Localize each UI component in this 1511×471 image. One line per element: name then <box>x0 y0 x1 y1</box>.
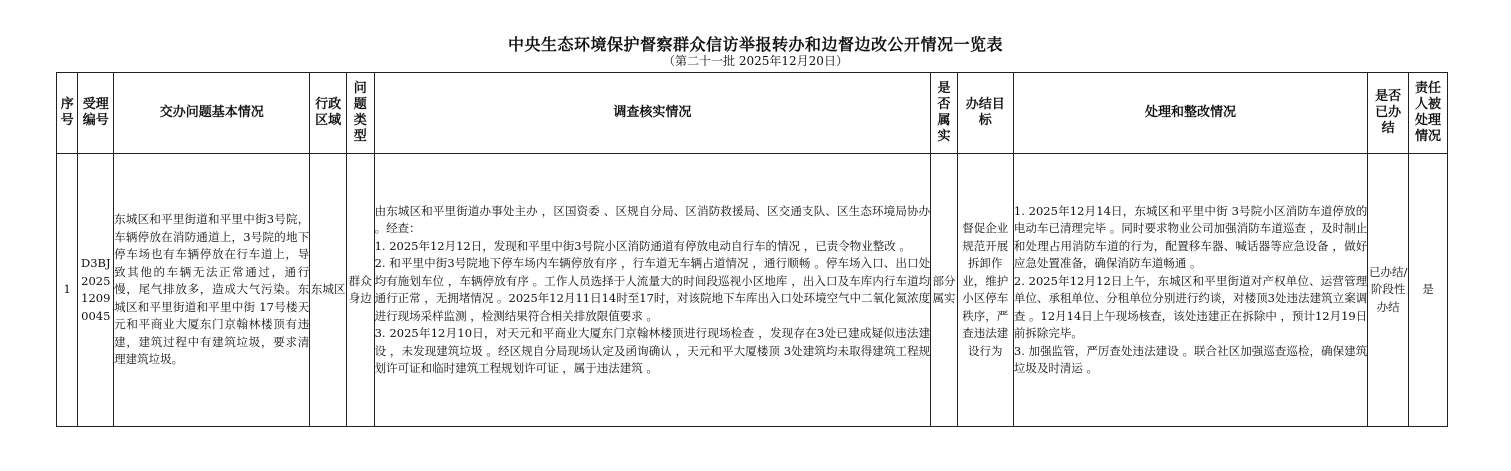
table-row <box>57 154 1448 427</box>
page-title: 中央生态环境保护督察群众信访举报转办和边督边改公开情况一览表 <box>507 35 1003 54</box>
col-header-issue: 交办问题基本情况 <box>114 73 310 154</box>
investigation-paragraph: 1. 2025年12月12日，发现和平里中街3号院小区消防通道有停放电动自行车的情况 ，已责令物业整改 。 <box>374 238 911 253</box>
investigation-paragraph: 3. 2025年12月10日，对天元和平商业大厦东门京翰林楼顶进行现场检查 ，发现存在3处已建成疑似违法建设 ，未发现建筑垃圾 。经区规自分局现场认定及函询确认 ，天元和平大厦楼顶 3处建筑均未取得建筑工程规划许可证和临时建筑工程规划许可证 ，属于违法建筑 。 <box>374 326 931 375</box>
col-header-seq: 序号 <box>57 73 78 154</box>
page-subtitle: （第二十一批 2025年12月20日） <box>663 54 848 68</box>
col-header-type: 问题类型 <box>347 73 375 154</box>
investigation-paragraph: 2. 和平里中街3号院地下停车场内车辆停放有序 ，行车道无车辆占道情况 ，通行顺畅 。停车场入口、出口处均有施划车位 ，车辆停放有序 。工作人员选择于人流量大的时间段巡视小区地库 ，出入口及车库内行车道均通行正常 ，无拥堵情况 。2025年12月11日14时至17时，对该院地下车库出入口处环境空气中二氧化氮浓度进行现场采样监测 ，检测结果符合相关排放限值要求 。 <box>374 256 931 323</box>
cell-seq: 1 <box>57 154 78 427</box>
handling-paragraph: 1. 2025年12月14日，东城区和平里中街 3号院小区消防车道停放的电动车已清理完毕 。同时要求物业公司加强消防车道巡查 ，及时制止和处理占用消防车道的行为，配置移车器、喊话器等应急设备 ，做好应急处置准备，确保消防车道畅通 。 <box>1013 203 1368 270</box>
col-header-handling: 处理和整改情况 <box>1013 73 1367 154</box>
col-header-district: 行政区域 <box>310 73 347 154</box>
investigation-paragraph: 由东城区和平里街道办事处主办 ，区国资委 、区规自分局、区消防救援局、区交通支队、区生态环境局协办 。经查： <box>374 203 931 235</box>
handling-paragraph: 2. 2025年12月12日上午，东城区和平里街道对产权单位、运营管理单位、承租单位、分租单位分别进行约谈，对楼顶3处违法建筑立案调查 。12月14日上午现场核查，该处违建正在拆除中 ，预计12月19日前拆除完毕。 <box>1013 273 1368 340</box>
cell-type: 群众身边 <box>347 154 375 427</box>
header-row <box>57 73 1448 154</box>
cell-investigation <box>374 154 931 427</box>
cell-verified: 部分属实 <box>931 154 958 427</box>
cell-handling <box>1013 154 1367 427</box>
cell-issue: 东城区和平里街道和平里中街3号院，车辆停放在消防通道上，3号院的地下停车场也有车辆停放在行车道上，导致其他的车辆无法正常通过，通行慢，尾气排放多，造成大气污染。东城区和平里街道和平里中街 17号楼天元和平商业大厦东门京翰林楼顶有违建，建筑过程中有建筑垃圾，要求清理建筑垃圾。 <box>114 154 310 427</box>
cell-closed: 已办结/阶段性办结 <box>1368 154 1409 427</box>
col-header-accountability: 责任人被处理情况 <box>1409 73 1448 154</box>
cell-district: 东城区 <box>310 154 347 427</box>
col-header-code: 受理编号 <box>78 73 114 154</box>
cell-code: D3BJ202512090045 <box>78 154 114 427</box>
col-header-verified: 是否属实 <box>931 73 958 154</box>
col-header-goal: 办结目标 <box>957 73 1013 154</box>
disclosure-table <box>56 72 1448 427</box>
col-header-investigation: 调查核实情况 <box>374 73 931 154</box>
col-header-closed: 是否已办结 <box>1368 73 1409 154</box>
handling-paragraph: 3. 加强监管，严厉查处违法建设 。联合社区加强巡查巡检，确保建筑垃圾及时清运 。 <box>1013 343 1368 375</box>
cell-accountability: 是 <box>1409 154 1448 427</box>
cell-goal: 督促企业规范开展拆卸作业，维护小区停车秩序，严查违法建设行为 <box>957 154 1013 427</box>
